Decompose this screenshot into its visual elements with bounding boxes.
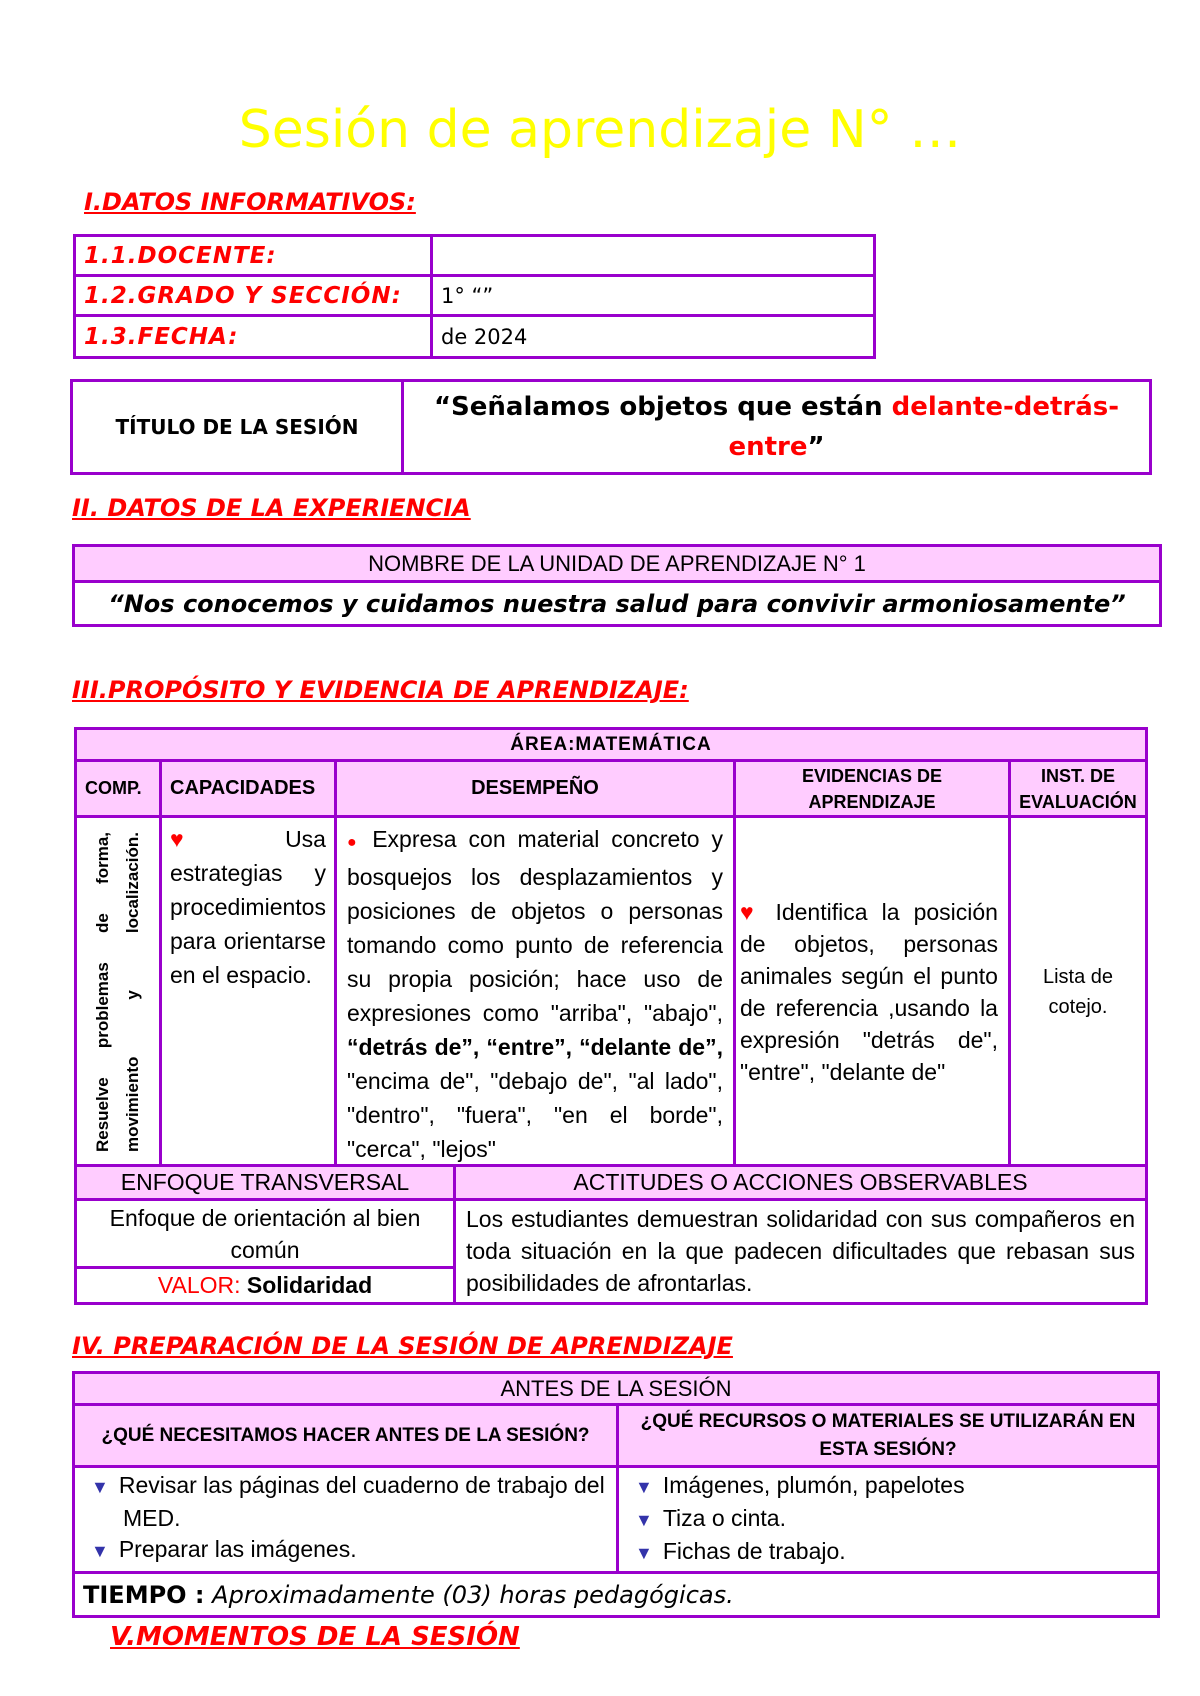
arrow-down-icon: ▼ <box>91 1477 109 1497</box>
grado-label: 1.2.GRADO Y SECCIÓN: <box>75 276 432 316</box>
capacidad-text: Usa estrategias y procedimientos para orientarse en el espacio. <box>170 826 326 988</box>
heart-bullet-icon: ♥ <box>739 899 776 925</box>
recursos-header: ¿QUÉ RECURSOS O MATERIALES SE UTILIZARÁN EN ESTA SESIÓN? <box>618 1405 1159 1467</box>
desempeno-header: DESEMPEÑO <box>335 761 734 817</box>
inst-header: INST. DE EVALUACIÓN <box>1009 761 1146 817</box>
desempeno-text-a: Expresa con material concreto y bosquejos los desplazamientos y posiciones de objetos o personas tomando como punto de referencia su propia posición; hace uso de expresiones como "arriba", "abajo", <box>346 826 723 1026</box>
evidencia-text: Identifica la posición de objetos, personas animales según el punto de referencia ,usando la expresión "detrás de", "entre", "delante de" <box>739 899 998 1085</box>
heart-bullet-icon: ♥ <box>170 826 286 852</box>
capacidad-cell <box>161 817 336 1168</box>
bullet-icon: ● <box>346 834 373 851</box>
docente-label: 1.1.DOCENTE: <box>75 236 432 276</box>
tiempo-value: Aproximadamente (03) horas pedagógicas. <box>212 1580 734 1609</box>
hacer-header: ¿QUÉ NECESITAMOS HACER ANTES DE LA SESIÓN? <box>74 1405 618 1467</box>
actitudes-value: Los estudiantes demuestran solidaridad con sus compañeros en toda situación en la que padecen dificultades que rebasan sus posibilidades de afrontarlas. <box>455 1200 1147 1304</box>
titulo-table <box>70 379 1152 475</box>
section-proposito: III.PROPÓSITO Y EVIDENCIA DE APRENDIZAJE: <box>72 676 689 704</box>
hacer-list <box>83 1470 608 1567</box>
titulo-close: ” <box>807 432 825 462</box>
page-title: Sesión de aprendizaje N° … <box>238 100 962 160</box>
titulo-open: “Señalamos objetos que están <box>433 392 892 422</box>
docente-value <box>432 236 875 276</box>
section-experiencia: II. DATOS DE LA EXPERIENCIA <box>72 494 471 522</box>
list-item: ▼ Imágenes, plumón, papelotes <box>635 1472 965 1498</box>
tiempo-cell <box>74 1573 1159 1617</box>
fecha-label: 1.3.FECHA: <box>75 316 432 358</box>
comp-header: COMP. <box>76 761 161 817</box>
fecha-value: de 2024 <box>432 316 875 358</box>
competencia-cell <box>76 817 161 1168</box>
list-item: ▼ Tiza o cinta. <box>635 1505 786 1531</box>
capacidades-header: CAPACIDADES <box>161 761 336 817</box>
desempeno-text-bold: “detrás de”, “entre”, “delante de”, <box>346 1034 723 1060</box>
area-header: ÁREA:MATEMÁTICA <box>76 729 1147 761</box>
actitudes-header: ACTITUDES O ACCIONES OBSERVABLES <box>455 1166 1147 1200</box>
arrow-down-icon: ▼ <box>635 1543 653 1563</box>
section-momentos: V.MOMENTOS DE LA SESIÓN <box>110 1622 520 1652</box>
experiencia-table <box>72 544 1162 627</box>
list-item: ▼ Revisar las páginas del cuaderno de trabajo del MED. <box>91 1472 605 1531</box>
desempeno-cell <box>335 817 734 1168</box>
arrow-down-icon: ▼ <box>635 1477 653 1497</box>
grado-value: 1° “” <box>432 276 875 316</box>
titulo-text <box>403 381 1151 474</box>
titulo-label: TÍTULO DE LA SESIÓN <box>72 381 403 474</box>
instrumento-cell: Lista de cotejo. <box>1009 817 1146 1168</box>
enfoque-value: Enfoque de orientación al bien común <box>76 1200 455 1268</box>
arrow-down-icon: ▼ <box>91 1541 109 1561</box>
recursos-list <box>627 1470 1149 1569</box>
competencia-text: Resuelve problemas de forma, movimiento y localización. <box>93 832 142 1152</box>
antes-header: ANTES DE LA SESIÓN <box>74 1373 1159 1405</box>
evidencias-header: EVIDENCIAS DE APRENDIZAJE <box>734 761 1009 817</box>
valor-value: Solidaridad <box>246 1272 373 1298</box>
recursos-cell <box>618 1467 1159 1573</box>
proposito-table <box>74 727 1148 1169</box>
unidad-header: NOMBRE DE LA UNIDAD DE APRENDIZAJE N° 1 <box>74 546 1161 582</box>
tiempo-label: TIEMPO : <box>83 1580 205 1609</box>
list-item: ▼ Fichas de trabajo. <box>635 1538 846 1564</box>
section-datos-informativos: I.DATOS INFORMATIVOS: <box>84 188 416 216</box>
evidencia-cell <box>734 817 1009 1168</box>
titulo-highlight: delante-detrás-entre <box>728 392 1120 462</box>
desempeno-text-b: "encima de", "debajo de", "al lado", "dentro", "fuera", "en el borde", "cerca", "lejos" <box>346 1068 723 1162</box>
section-preparacion: IV. PREPARACIÓN DE LA SESIÓN DE APRENDIZAJE <box>72 1332 733 1360</box>
list-item: ▼ Preparar las imágenes. <box>91 1536 357 1562</box>
enfoque-table <box>74 1164 1148 1305</box>
hacer-cell <box>74 1467 618 1573</box>
arrow-down-icon: ▼ <box>635 1510 653 1530</box>
valor-label: VALOR: <box>157 1272 241 1298</box>
datos-table <box>73 234 876 359</box>
enfoque-header: ENFOQUE TRANSVERSAL <box>76 1166 455 1200</box>
preparacion-table <box>72 1371 1160 1618</box>
valor-cell <box>76 1268 455 1304</box>
unidad-name: “Nos conocemos y cuidamos nuestra salud para convivir armoniosamente” <box>74 582 1161 626</box>
